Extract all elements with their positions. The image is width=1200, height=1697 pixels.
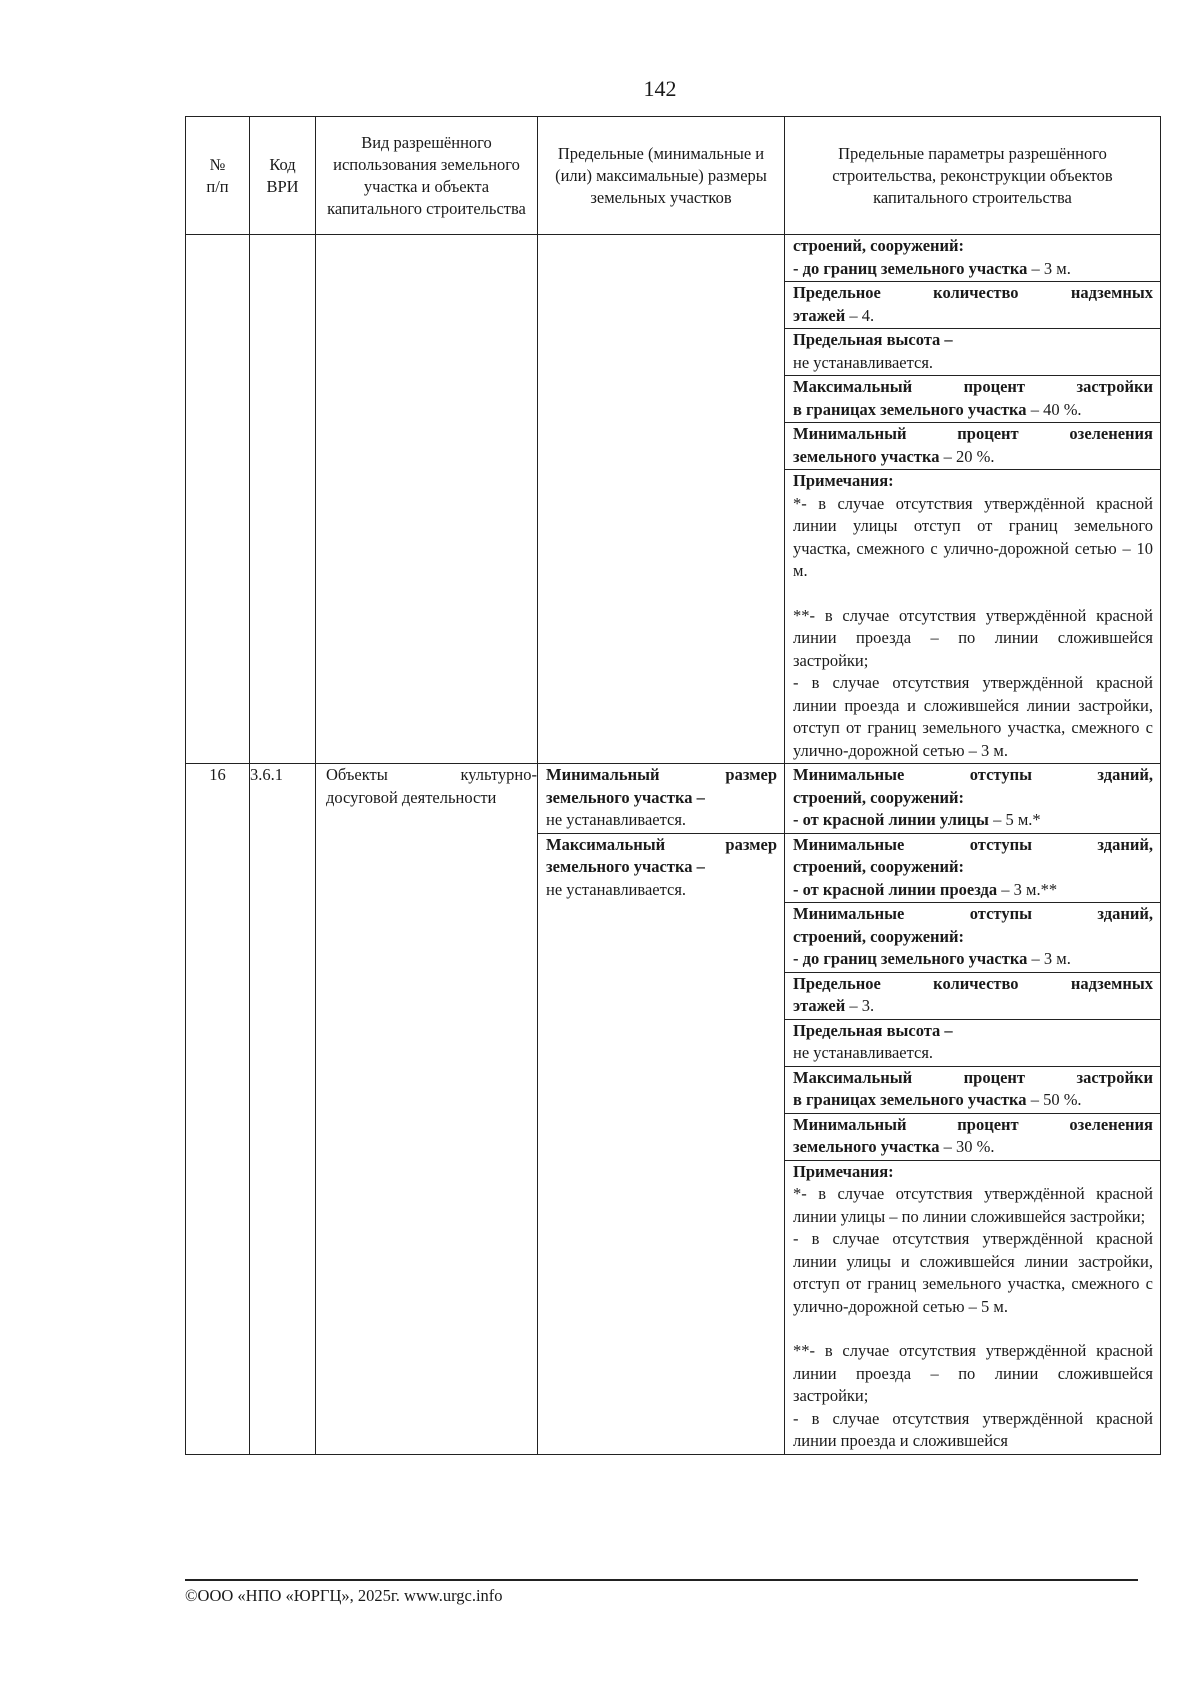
cont-param-cell	[785, 235, 1161, 764]
page-number: 142	[643, 76, 677, 101]
row-number: 16	[186, 764, 250, 1455]
table-row-16	[186, 764, 1161, 1455]
param-text: Минимальные отступы зданий,	[793, 834, 1153, 854]
param-greening	[785, 423, 1160, 470]
param-text: Минимальный процент озеленения	[793, 424, 1153, 443]
param-notes	[785, 470, 1160, 763]
size-min	[538, 764, 784, 834]
size-value: не устанавливается.	[546, 879, 687, 899]
param-text: Минимальные отступы зданий,	[793, 765, 1153, 784]
param-text: строений, сооружений:	[793, 236, 965, 255]
param-value: – 50 %.	[1026, 1090, 1082, 1109]
row-size-cell	[538, 764, 785, 1455]
header-param: Предельные параметры разрешённого строительства, реконструкции объектов капитального строительства	[785, 117, 1161, 235]
param-floors	[785, 282, 1160, 329]
size-value: не устанавливается.	[546, 810, 687, 829]
param-value: – 5 м.*	[988, 810, 1041, 829]
param-setback-passage	[785, 834, 1160, 904]
param-text: Минимальные отступы зданий,	[793, 904, 1153, 923]
param-value: не устанавливается.	[793, 1043, 934, 1062]
param-floors	[785, 973, 1160, 1020]
param-text: Минимальный процент озеленения	[793, 1114, 1153, 1134]
header-size: Предельные (минимальные и (или) максимальные) размеры земельных участков	[538, 117, 785, 235]
header-kind: Вид разрешённого использования земельного участка и объекта капитального строительства	[316, 117, 538, 235]
param-text: - до границ земельного участка	[793, 949, 1028, 968]
param-coverage	[785, 1067, 1160, 1114]
note-text: **- в случае отсутствия утверждённой красной линии проезда – по линии сложившейся застройки;	[793, 1341, 1153, 1405]
note-text: - в случае отсутствия утверждённой красной линии проезда и сложившейся линии застройки, отступ от границ земельного участка, смежного с улично-дорожной сетью – 3 м.	[793, 673, 1153, 760]
param-text: этажей	[793, 996, 846, 1015]
row-code: 3.6.1	[250, 764, 316, 1455]
param-notes	[785, 1161, 1160, 1454]
param-text: - от красной линии улицы	[793, 810, 989, 829]
param-height	[785, 1020, 1160, 1067]
param-text: Максимальный процент застройки	[793, 377, 1153, 396]
note-text: **- в случае отсутствия утверждённой красной линии проезда – по линии сложившейся застройки;	[793, 605, 1153, 670]
cont-code-cell	[250, 235, 316, 764]
param-text: строений, сооружений:	[793, 787, 965, 807]
param-text: Предельное количество надземных	[793, 283, 1153, 302]
param-text: этажей	[793, 305, 846, 325]
param-text: Предельная высота –	[793, 330, 953, 349]
table-row-continuation	[186, 235, 1161, 764]
param-setback-boundary	[785, 235, 1160, 282]
param-text: строений, сооружений:	[793, 926, 965, 946]
param-text: - до границ земельного участка	[793, 258, 1028, 278]
notes-title: Примечания:	[793, 471, 894, 490]
param-value: – 20 %.	[939, 446, 995, 466]
param-text: Предельная высота –	[793, 1020, 953, 1040]
param-text: в границах земельного участка	[793, 399, 1027, 419]
param-value: – 3 м.**	[997, 879, 1058, 899]
param-value: – 40 %.	[1026, 399, 1082, 419]
note-text: - в случае отсутствия утверждённой красной линии улицы и сложившейся линии застройки, отступ от границ земельного участка, смежного с улично-дорожной сетью – 5 м.	[793, 1229, 1153, 1316]
header-code: Код ВРИ	[250, 117, 316, 235]
row-param-cell	[785, 764, 1161, 1455]
cont-size-cell	[538, 235, 785, 764]
param-height	[785, 329, 1160, 376]
header-num: № п/п	[186, 117, 250, 235]
param-setback-boundary	[785, 903, 1160, 973]
footer-copyright: ©ООО «НПО «ЮРГЦ», 2025г. www.urgc.info	[185, 1586, 503, 1605]
note-text: *- в случае отсутствия утверждённой красной линии улицы – по линии сложившейся застройки;	[793, 1184, 1153, 1226]
param-value: не устанавливается.	[793, 352, 934, 372]
regulations-table	[185, 116, 1161, 1455]
param-text: строений, сооружений:	[793, 857, 965, 876]
param-text: Максимальный процент застройки	[793, 1067, 1153, 1087]
param-text: в границах земельного участка	[793, 1090, 1027, 1109]
param-text: земельного участка	[793, 1137, 940, 1156]
footer-divider	[185, 1579, 1138, 1581]
param-text: Предельное количество надземных	[793, 973, 1153, 993]
notes-title: Примечания:	[793, 1161, 894, 1181]
param-value: – 3 м.	[1027, 949, 1071, 968]
size-max	[538, 834, 784, 903]
size-text: Минимальный размер земельного участка –	[546, 765, 777, 807]
param-coverage	[785, 376, 1160, 423]
param-value: – 3.	[845, 996, 875, 1015]
note-text: *- в случае отсутствия утверждённой красной линии улицы отступ от границ земельного участка, смежного с улично-дорожной сетью – 10 м.	[793, 493, 1153, 580]
table-header-row	[186, 117, 1161, 235]
param-value: – 3 м.	[1027, 258, 1071, 278]
param-text: - от красной линии проезда	[793, 879, 998, 899]
param-value: – 30 %.	[939, 1137, 995, 1156]
param-value: – 4.	[845, 305, 875, 325]
param-greening	[785, 1114, 1160, 1161]
size-text: Максимальный размер земельного участка –	[546, 834, 777, 876]
note-text: - в случае отсутствия утверждённой красной линии проезда и сложившейся	[793, 1408, 1153, 1450]
row-kind: Объекты культурно-досуговой деятельности	[316, 764, 538, 1455]
cont-kind-cell	[316, 235, 538, 764]
param-setback-street	[785, 764, 1160, 834]
cont-num-cell	[186, 235, 250, 764]
param-text: земельного участка	[793, 446, 940, 466]
